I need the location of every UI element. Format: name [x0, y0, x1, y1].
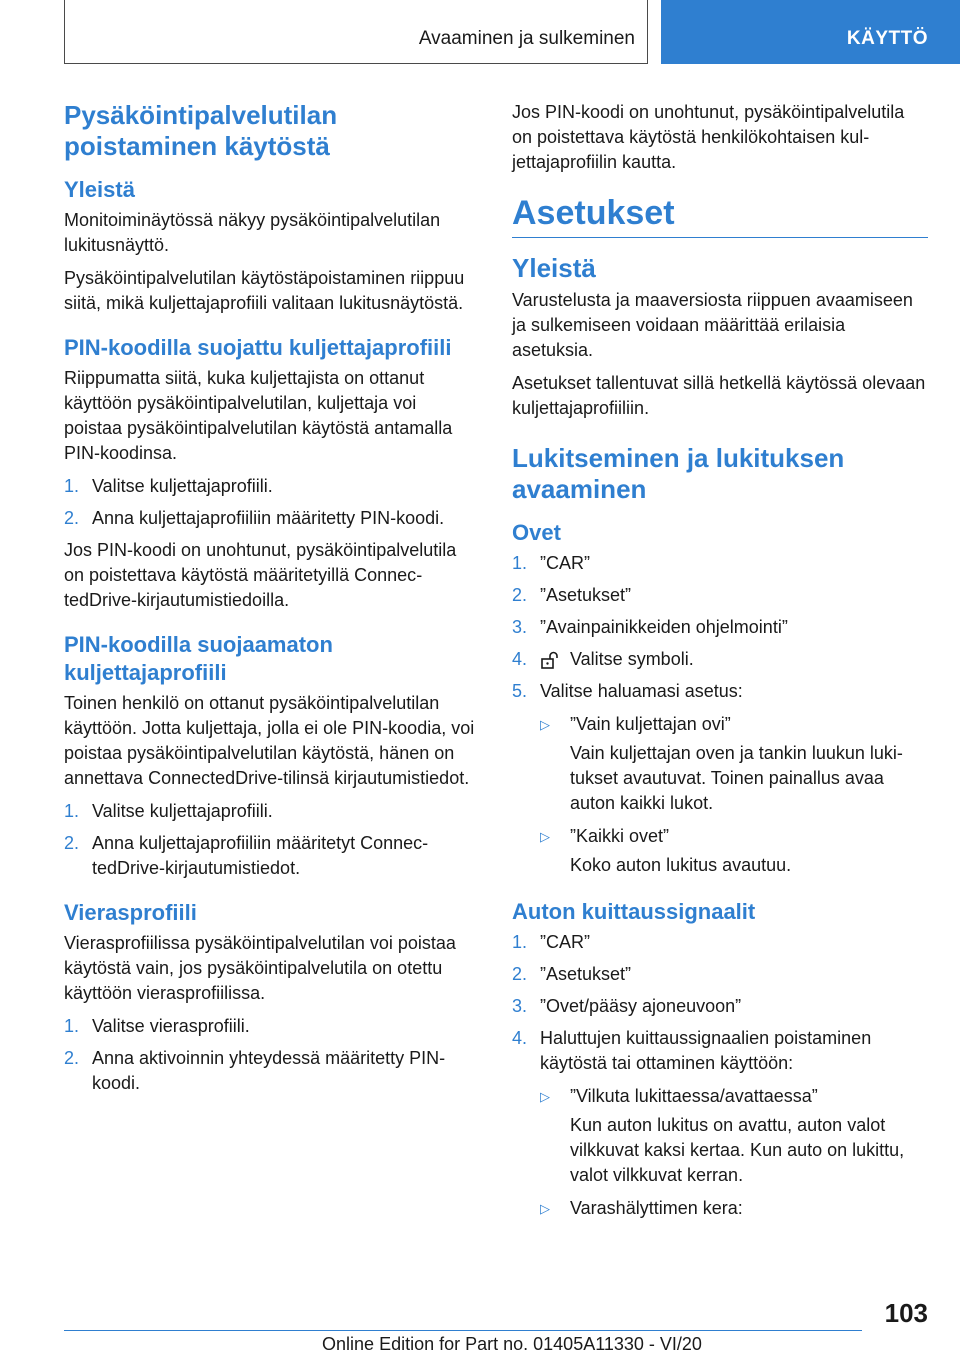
left-s1-paragraph-1: Monitoiminäytössä näkyy pysäköintipalvelutilan lukitusnäyttö.: [64, 210, 441, 255]
list-item: [64, 474, 478, 499]
triangle-right-icon: ▷: [540, 1201, 550, 1216]
left-s1-paragraph-2: Pysäköintipalvelutilan käytöstäpoistaminen riippuu siitä, mikä kuljettajaprofiili valitaan lukitusnäytöstä.: [64, 268, 465, 313]
sub-option-label: ”Vain kuljettajan ovi”: [570, 714, 731, 734]
footer-edition-text: Online Edition for Part no. 01405A11330 - VI/20: [322, 1334, 702, 1354]
list-text: Valitse symboli.: [570, 649, 694, 669]
sub-option: [540, 824, 928, 849]
right-chapter-title: Asetukset: [512, 194, 675, 232]
list-text: ”Ovet/pääsy ajoneuvoon”: [540, 996, 742, 1016]
list-text: ”CAR”: [540, 553, 590, 573]
footer-divider: [64, 1330, 862, 1331]
sub-option-label: ”Kaikki ovet”: [570, 826, 670, 846]
list-number: 2.: [64, 833, 80, 853]
list-number: 4.: [512, 1028, 528, 1048]
list-number: 1.: [64, 801, 80, 821]
list-item: [512, 994, 928, 1019]
triangle-right-icon: ▷: [540, 717, 550, 732]
list-item: [512, 962, 928, 987]
header-section-box: [64, 0, 648, 64]
list-text: Valitse vierasprofiili.: [92, 1016, 250, 1036]
list-text: Haluttujen kuittaussignaalien poistaminen käytöstä tai ottaminen käyttöön:: [540, 1028, 872, 1073]
right-column: [512, 100, 928, 1225]
left-s4-list: [64, 1014, 478, 1096]
right-main-heading: Lukitseminen ja lukituksen avaaminen: [512, 443, 845, 504]
left-s3-list: [64, 799, 478, 881]
left-s2-paragraph-2: Jos PIN-koodi on unohtunut, pysäköintipalvelutila on poistettava käytöstä määritetyillä ConnectedDrive-kirjautumistiedoilla.: [64, 540, 457, 610]
list-number: 3.: [512, 996, 528, 1016]
list-item: [64, 1046, 478, 1096]
list-text: ”Asetukset”: [540, 964, 632, 984]
sub-option-description: Kun auton lukitus on avattu, auton valot vilkkuvat kaksi kertaa. Kun auto on lukittu, valot vilkkuvat kerran.: [570, 1115, 905, 1185]
right-s3-heading: Auton kuittaussignaalit: [512, 899, 756, 924]
list-number: 2.: [512, 964, 528, 984]
right-s2-heading: Ovet: [512, 520, 561, 545]
triangle-right-icon: ▷: [540, 1089, 550, 1104]
list-item: [512, 1026, 928, 1076]
list-number: 2.: [64, 1048, 80, 1068]
right-s3-list: [512, 930, 928, 1076]
page-number: 103: [884, 1298, 928, 1328]
sub-option: [540, 1196, 928, 1221]
sub-option-label: Varashälyttimen kera:: [570, 1198, 743, 1218]
left-main-heading: Pysäköintipalvelutilan poistaminen käytöstä: [64, 100, 338, 161]
list-text-with-icon: [540, 647, 928, 672]
list-number: 1.: [512, 553, 528, 573]
right-intro-paragraph: Jos PIN-koodi on unohtunut, pysäköintipalvelutila on poistettava käytöstä henkilökohtaisen kuljettajaprofiilin kautta.: [512, 102, 905, 172]
sub-option: [540, 712, 928, 737]
list-number: 4.: [512, 649, 528, 669]
left-s2-list: [64, 474, 478, 531]
list-text: Valitse kuljettajaprofiili.: [92, 801, 273, 821]
list-number: 2.: [64, 508, 80, 528]
list-item: [512, 679, 928, 704]
list-text: ”CAR”: [540, 932, 590, 952]
header-chapter-tab: KÄYTTÖ: [661, 0, 960, 64]
list-text: Valitse kuljettajaprofiili.: [92, 476, 273, 496]
list-item: [512, 551, 928, 576]
list-item: [512, 615, 928, 640]
right-s1-heading: Yleistä: [512, 253, 596, 283]
sub-option: [540, 1084, 928, 1109]
list-text: Anna aktivoinnin yhteydessä määritetty PIN-koodi.: [92, 1048, 446, 1093]
sub-option-description: Vain kuljettajan oven ja tankin luukun lukitukset avautuvat. Toinen painallus avaa auton kaikki lukot.: [570, 743, 903, 813]
sub-option-description: Koko auton lukitus avautuu.: [570, 855, 792, 875]
list-item: [64, 506, 478, 531]
list-item: [64, 831, 478, 881]
title-divider: [512, 237, 928, 238]
right-s1-paragraph-1: Varustelusta ja maaversiosta riippuen avaamiseen ja sulkemiseen voidaan määrittää erilaisia asetuksia.: [512, 290, 913, 360]
list-number: 2.: [512, 585, 528, 605]
left-column: [64, 100, 478, 1103]
list-number: 1.: [512, 932, 528, 952]
left-s2-paragraph-1: Riippumatta siitä, kuka kuljettajista on ottanut käyttöön pysäköintipalvelutilan, kuljettaja voi poistaa pysäköintipalvelutilan käytöstä antamalla PIN-koodinsa.: [64, 368, 453, 463]
left-s3-heading: PIN-koodilla suojaamaton kuljettajaprofiili: [64, 632, 333, 685]
list-number: 5.: [512, 681, 528, 701]
list-text: Anna kuljettajaprofiiliin määritetty PIN-koodi.: [92, 508, 445, 528]
list-item: [64, 799, 478, 824]
left-s4-heading: Vierasprofiili: [64, 900, 197, 925]
unlock-icon: [540, 651, 560, 669]
list-text: Anna kuljettajaprofiiliin määritetyt ConnectedDrive-kirjautumistiedot.: [92, 833, 429, 878]
list-item: [512, 647, 928, 672]
list-number: 1.: [64, 1016, 80, 1036]
header-section-title: Avaaminen ja sulkeminen: [418, 28, 635, 49]
list-number: 1.: [64, 476, 80, 496]
triangle-right-icon: ▷: [540, 829, 550, 844]
list-item: [64, 1014, 478, 1039]
left-s4-paragraph-1: Vierasprofiilissa pysäköintipalvelutilan voi poistaa käytöstä vain, jos pysäköintipalvelutila on otettu käyttöön vierasprofiilissa.: [64, 933, 456, 1003]
sub-option-label: ”Vilkuta lukittaessa/avattaessa”: [570, 1086, 818, 1106]
list-text: ”Asetukset”: [540, 585, 632, 605]
right-s2-list: [512, 551, 928, 704]
list-item: [512, 583, 928, 608]
list-text: Valitse haluamasi asetus:: [540, 681, 743, 701]
right-s1-paragraph-2: Asetukset tallentuvat sillä hetkellä käytössä olevaan kuljettajaprofiiliin.: [512, 373, 926, 418]
left-s2-heading: PIN-koodilla suojattu kuljettajaprofiili: [64, 335, 452, 360]
left-s1-heading: Yleistä: [64, 177, 135, 202]
list-item: [512, 930, 928, 955]
left-s3-paragraph-1: Toinen henkilö on ottanut pysäköintipalvelutilan käyttöön. Jotta kuljettaja, jolla ei ole PIN-koodia, voi poistaa pysäköintipalvelutilan käytöstä, hänen on annettava ConnectedDrive-tilinsä kirjautumistiedot.: [64, 693, 475, 788]
list-number: 3.: [512, 617, 528, 637]
list-text: ”Avainpainikkeiden ohjelmointi”: [540, 617, 788, 637]
